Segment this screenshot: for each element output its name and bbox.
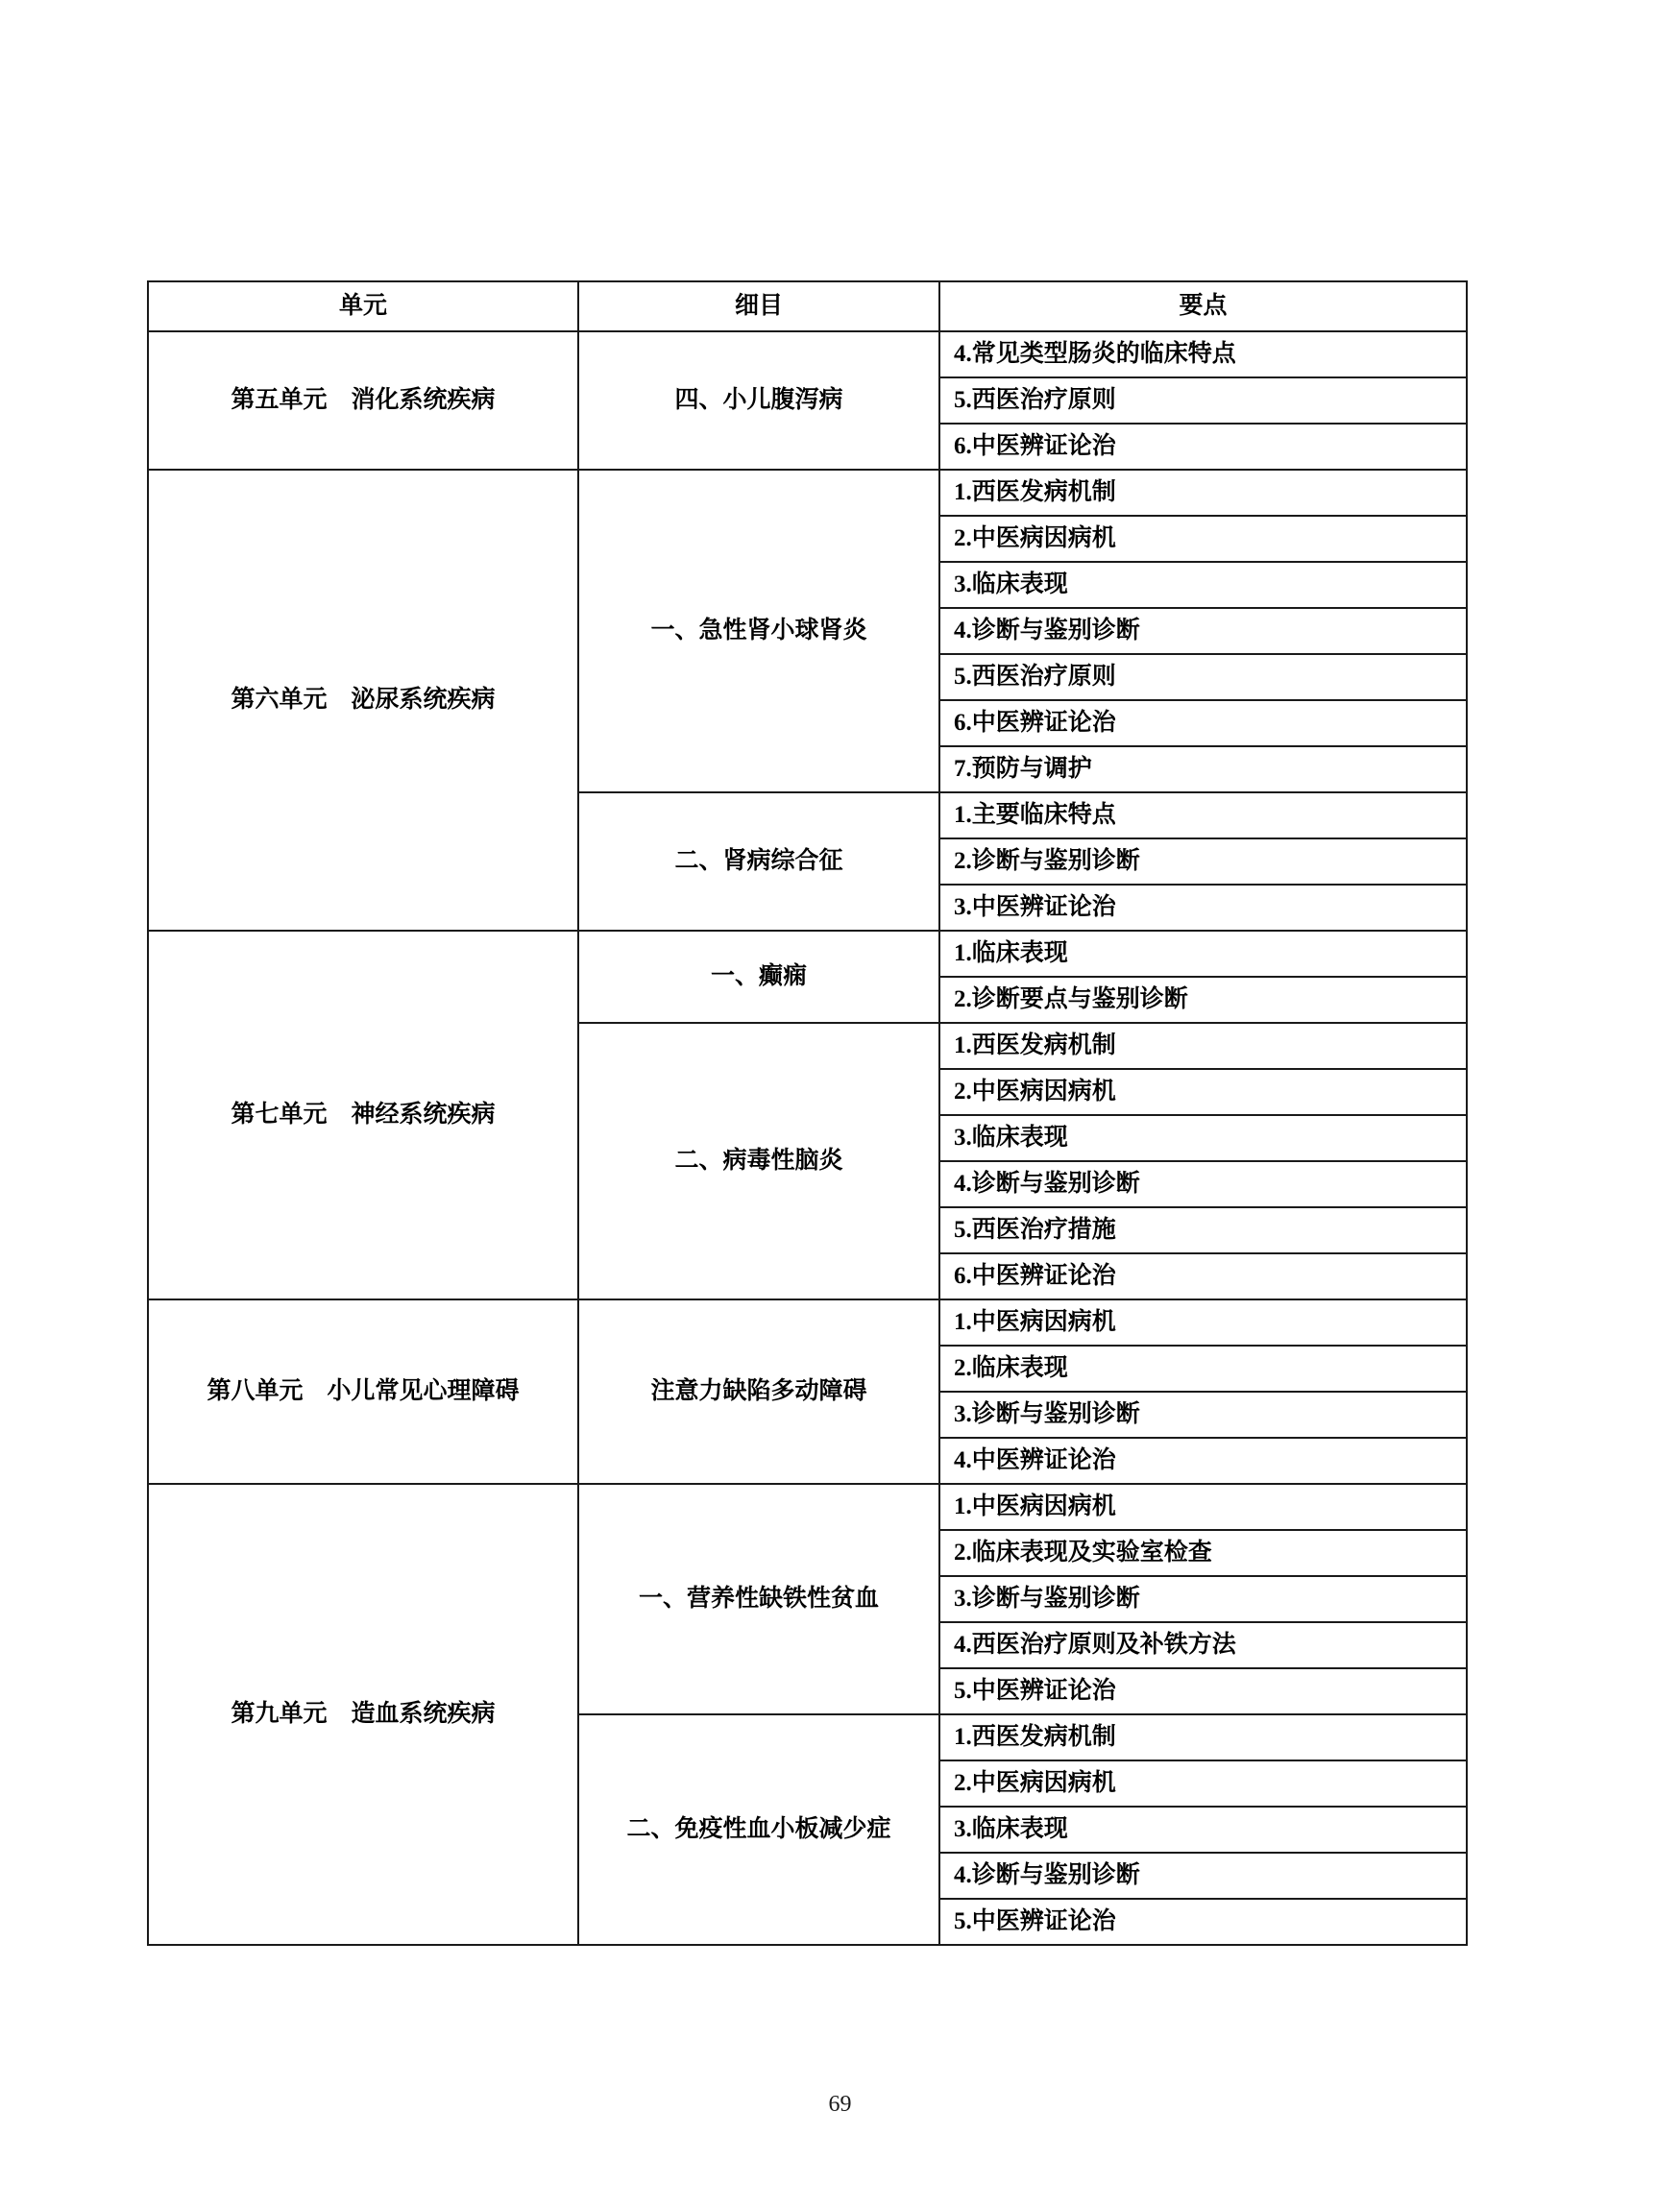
unit-cell: 第八单元 小儿常见心理障碍	[148, 1299, 578, 1484]
syllabus-table	[147, 280, 1468, 1946]
detail-cell: 四、小儿腹泻病	[578, 331, 939, 470]
point-cell: 1.中医病因病机	[939, 1484, 1467, 1530]
detail-cell: 一、急性肾小球肾炎	[578, 470, 939, 792]
detail-cell: 二、肾病综合征	[578, 792, 939, 931]
table-header-row	[148, 281, 1467, 331]
point-cell: 3.临床表现	[939, 1115, 1467, 1161]
point-cell: 5.中医辨证论治	[939, 1899, 1467, 1945]
table-body	[148, 331, 1467, 1945]
point-cell: 5.西医治疗措施	[939, 1207, 1467, 1253]
unit-cell: 第六单元 泌尿系统疾病	[148, 470, 578, 931]
point-cell: 3.中医辨证论治	[939, 885, 1467, 931]
unit-cell: 第九单元 造血系统疾病	[148, 1484, 578, 1945]
point-cell: 2.临床表现	[939, 1346, 1467, 1392]
unit-cell: 第五单元 消化系统疾病	[148, 331, 578, 470]
detail-cell: 一、癫痫	[578, 931, 939, 1023]
column-header-detail: 细目	[578, 281, 939, 331]
point-cell: 4.诊断与鉴别诊断	[939, 1853, 1467, 1899]
page-number: 69	[828, 2092, 852, 2117]
point-cell: 2.中医病因病机	[939, 516, 1467, 562]
detail-cell: 注意力缺陷多动障碍	[578, 1299, 939, 1484]
point-cell: 3.诊断与鉴别诊断	[939, 1576, 1467, 1622]
column-header-unit: 单元	[148, 281, 578, 331]
point-cell: 3.诊断与鉴别诊断	[939, 1392, 1467, 1438]
table-header	[148, 281, 1467, 331]
detail-cell: 二、免疫性血小板减少症	[578, 1714, 939, 1945]
point-cell: 2.诊断要点与鉴别诊断	[939, 977, 1467, 1023]
syllabus-table-container	[147, 280, 1466, 1946]
point-cell: 1.西医发病机制	[939, 1023, 1467, 1069]
table-row	[148, 470, 1467, 516]
point-cell: 4.诊断与鉴别诊断	[939, 608, 1467, 654]
detail-cell: 一、营养性缺铁性贫血	[578, 1484, 939, 1714]
point-cell: 3.临床表现	[939, 562, 1467, 608]
detail-cell: 二、病毒性脑炎	[578, 1023, 939, 1299]
point-cell: 1.临床表现	[939, 931, 1467, 977]
point-cell: 5.西医治疗原则	[939, 654, 1467, 700]
point-cell: 5.西医治疗原则	[939, 377, 1467, 424]
point-cell: 3.临床表现	[939, 1807, 1467, 1853]
point-cell: 6.中医辨证论治	[939, 424, 1467, 470]
point-cell: 1.主要临床特点	[939, 792, 1467, 838]
point-cell: 1.西医发病机制	[939, 1714, 1467, 1760]
point-cell: 4.中医辨证论治	[939, 1438, 1467, 1484]
point-cell: 2.中医病因病机	[939, 1760, 1467, 1807]
column-header-point: 要点	[939, 281, 1467, 331]
table-row	[148, 1299, 1467, 1346]
table-row	[148, 1484, 1467, 1530]
point-cell: 1.中医病因病机	[939, 1299, 1467, 1346]
point-cell: 4.诊断与鉴别诊断	[939, 1161, 1467, 1207]
table-row	[148, 331, 1467, 377]
point-cell: 5.中医辨证论治	[939, 1668, 1467, 1714]
table-row	[148, 931, 1467, 977]
point-cell: 2.临床表现及实验室检查	[939, 1530, 1467, 1576]
point-cell: 2.诊断与鉴别诊断	[939, 838, 1467, 885]
point-cell: 6.中医辨证论治	[939, 1253, 1467, 1299]
point-cell: 4.常见类型肠炎的临床特点	[939, 331, 1467, 377]
unit-cell: 第七单元 神经系统疾病	[148, 931, 578, 1299]
point-cell: 4.西医治疗原则及补铁方法	[939, 1622, 1467, 1668]
point-cell: 7.预防与调护	[939, 746, 1467, 792]
point-cell: 1.西医发病机制	[939, 470, 1467, 516]
point-cell: 2.中医病因病机	[939, 1069, 1467, 1115]
point-cell: 6.中医辨证论治	[939, 700, 1467, 746]
